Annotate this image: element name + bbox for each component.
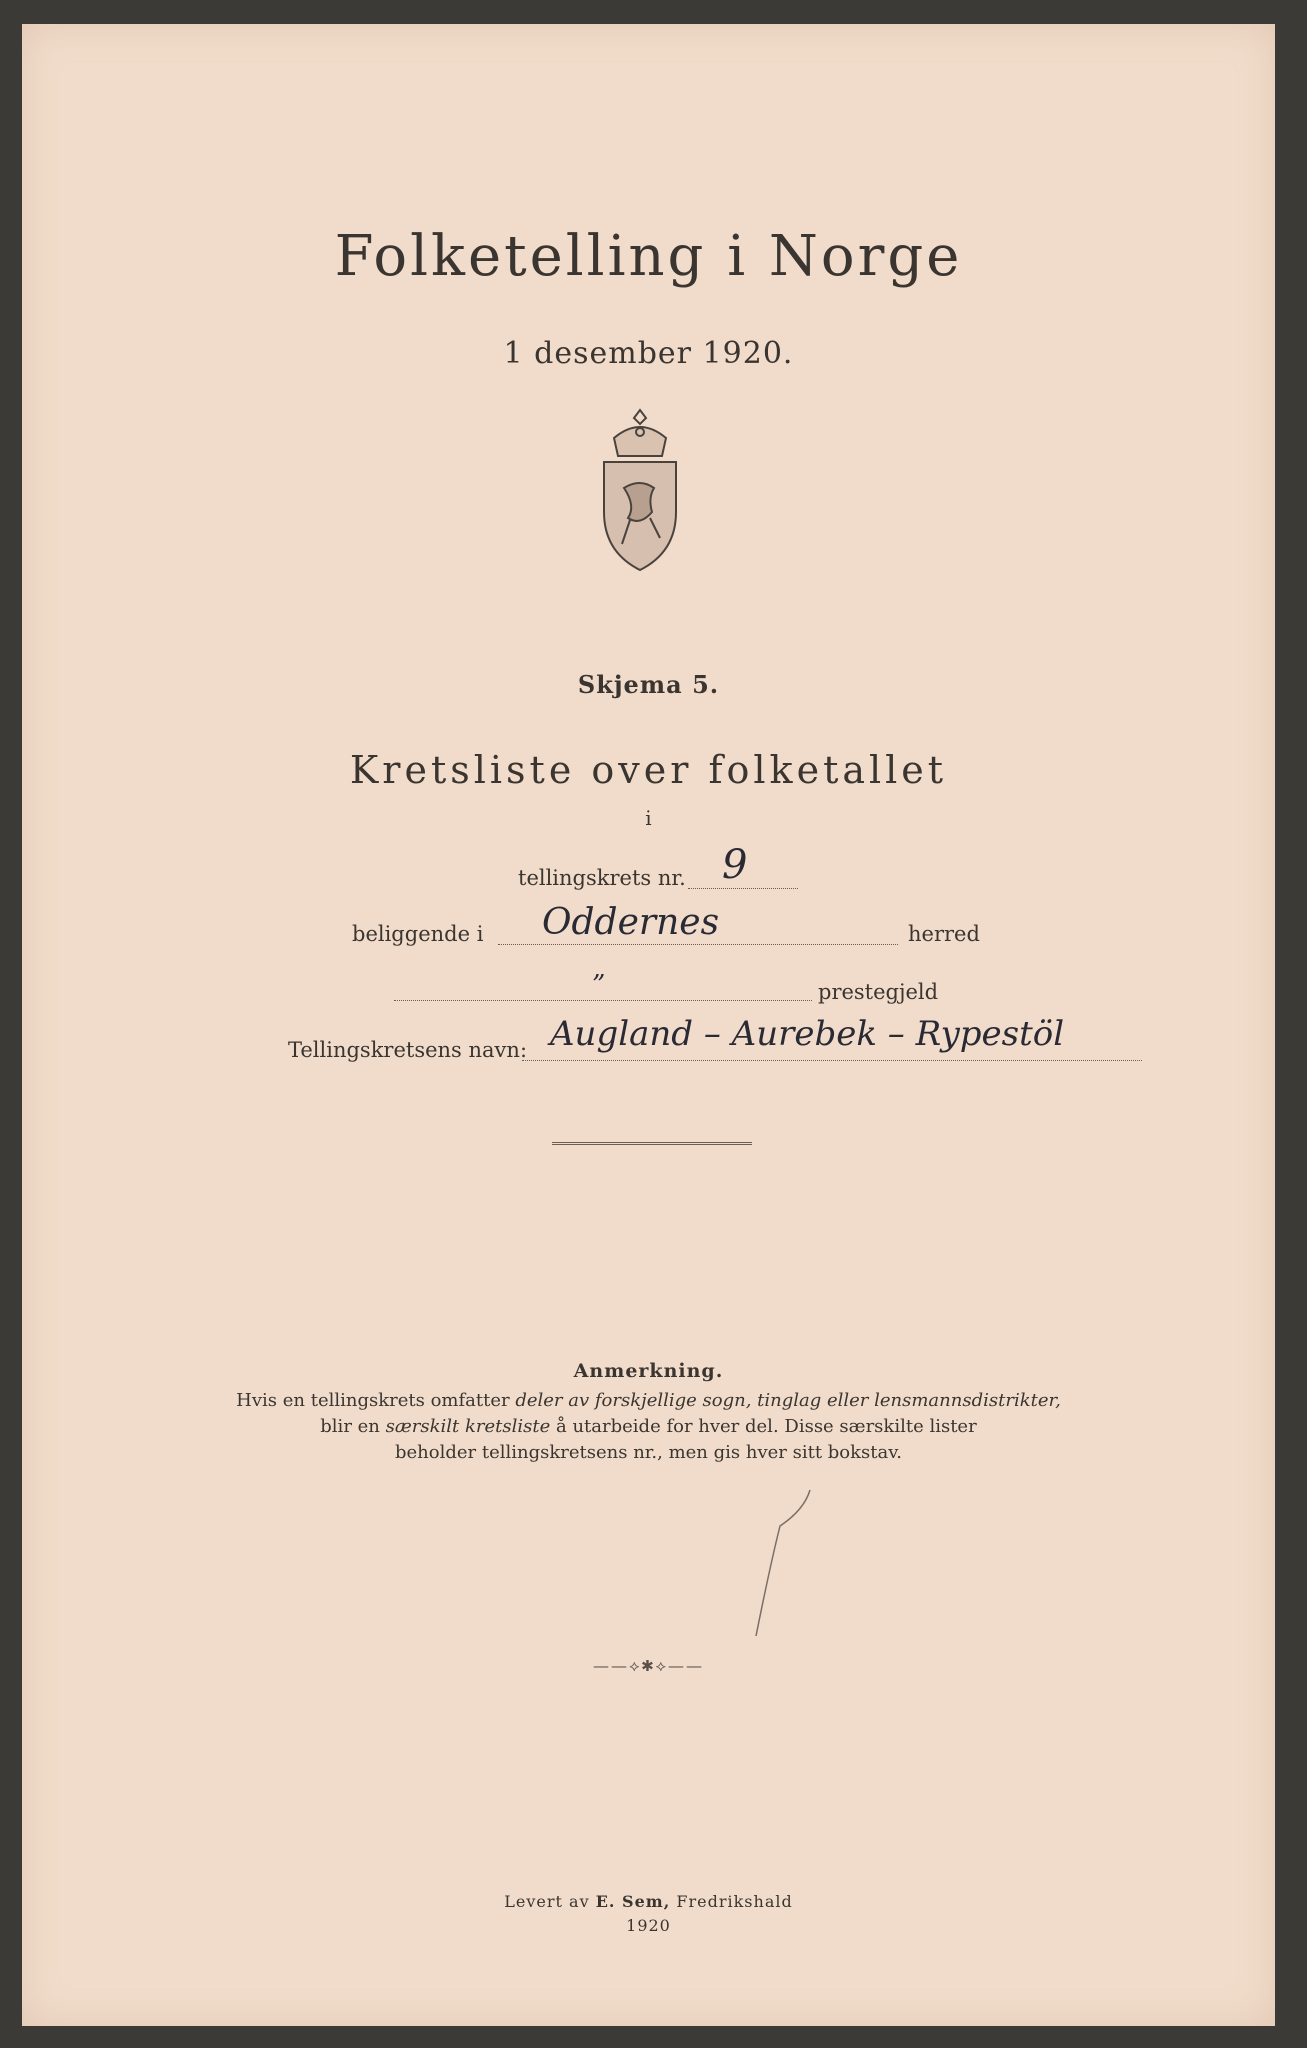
- printer-name: E. Sem,: [595, 1892, 671, 1911]
- prestegjeld-label: prestegjeld: [818, 980, 939, 1004]
- district-number-value: 9: [722, 842, 748, 888]
- prestegjeld-value: ”: [592, 970, 606, 1000]
- schema-number: Skjema 5.: [577, 670, 720, 699]
- location-prefix: beliggende i: [352, 922, 484, 946]
- note-title: Anmerkning.: [573, 1360, 724, 1382]
- coat-of-arms-icon: [594, 408, 686, 578]
- document-date: 1 desember 1920.: [503, 336, 794, 371]
- note-line-3: beholder tellingskretsens nr., men gis hver sitt bokstav.: [394, 1442, 902, 1463]
- district-name-line: [522, 1060, 1142, 1061]
- note-line-1-italic: deler av forskjellige sogn, tinglag eller lensmannsdistrikter,: [515, 1390, 1061, 1411]
- note-line-2: [22, 1416, 1275, 1437]
- herred-label: herred: [908, 922, 980, 946]
- herred-value: Oddernes: [542, 902, 720, 943]
- note-line-1: [22, 1390, 1275, 1411]
- section-divider: [552, 1142, 752, 1145]
- connector-text: i: [645, 806, 652, 830]
- note-line-2-text-c: å utarbeide for hver del. Disse særskilte lister: [550, 1416, 977, 1437]
- note-line-2-text-a: blir en: [320, 1416, 386, 1437]
- form-heading: Kretsliste over folketallet: [349, 748, 948, 792]
- prestegjeld-line: [394, 1000, 812, 1001]
- printer-prefix: Levert av: [504, 1892, 596, 1911]
- note-line-1-text: Hvis en tellingskrets omfatter: [236, 1390, 516, 1411]
- district-name-value: Augland – Aurebek – Rypestöl: [550, 1014, 1065, 1054]
- district-name-label: Tellingskretsens navn:: [288, 1038, 528, 1062]
- printer-line: [22, 1892, 1275, 1911]
- printer-year: 1920: [626, 1916, 671, 1935]
- district-number-line: [688, 888, 798, 889]
- pencil-mark-icon: [742, 1484, 822, 1644]
- note-line-2-italic: særskilt kretsliste: [385, 1416, 551, 1437]
- herred-line: [498, 944, 898, 945]
- ornament-divider: ——⟡✱⟡——: [592, 1656, 705, 1675]
- district-label: tellingskrets nr.: [518, 866, 686, 890]
- document-page: [22, 24, 1275, 2026]
- printer-city: Fredrikshald: [670, 1892, 793, 1911]
- document-title: Folketelling i Norge: [334, 224, 963, 289]
